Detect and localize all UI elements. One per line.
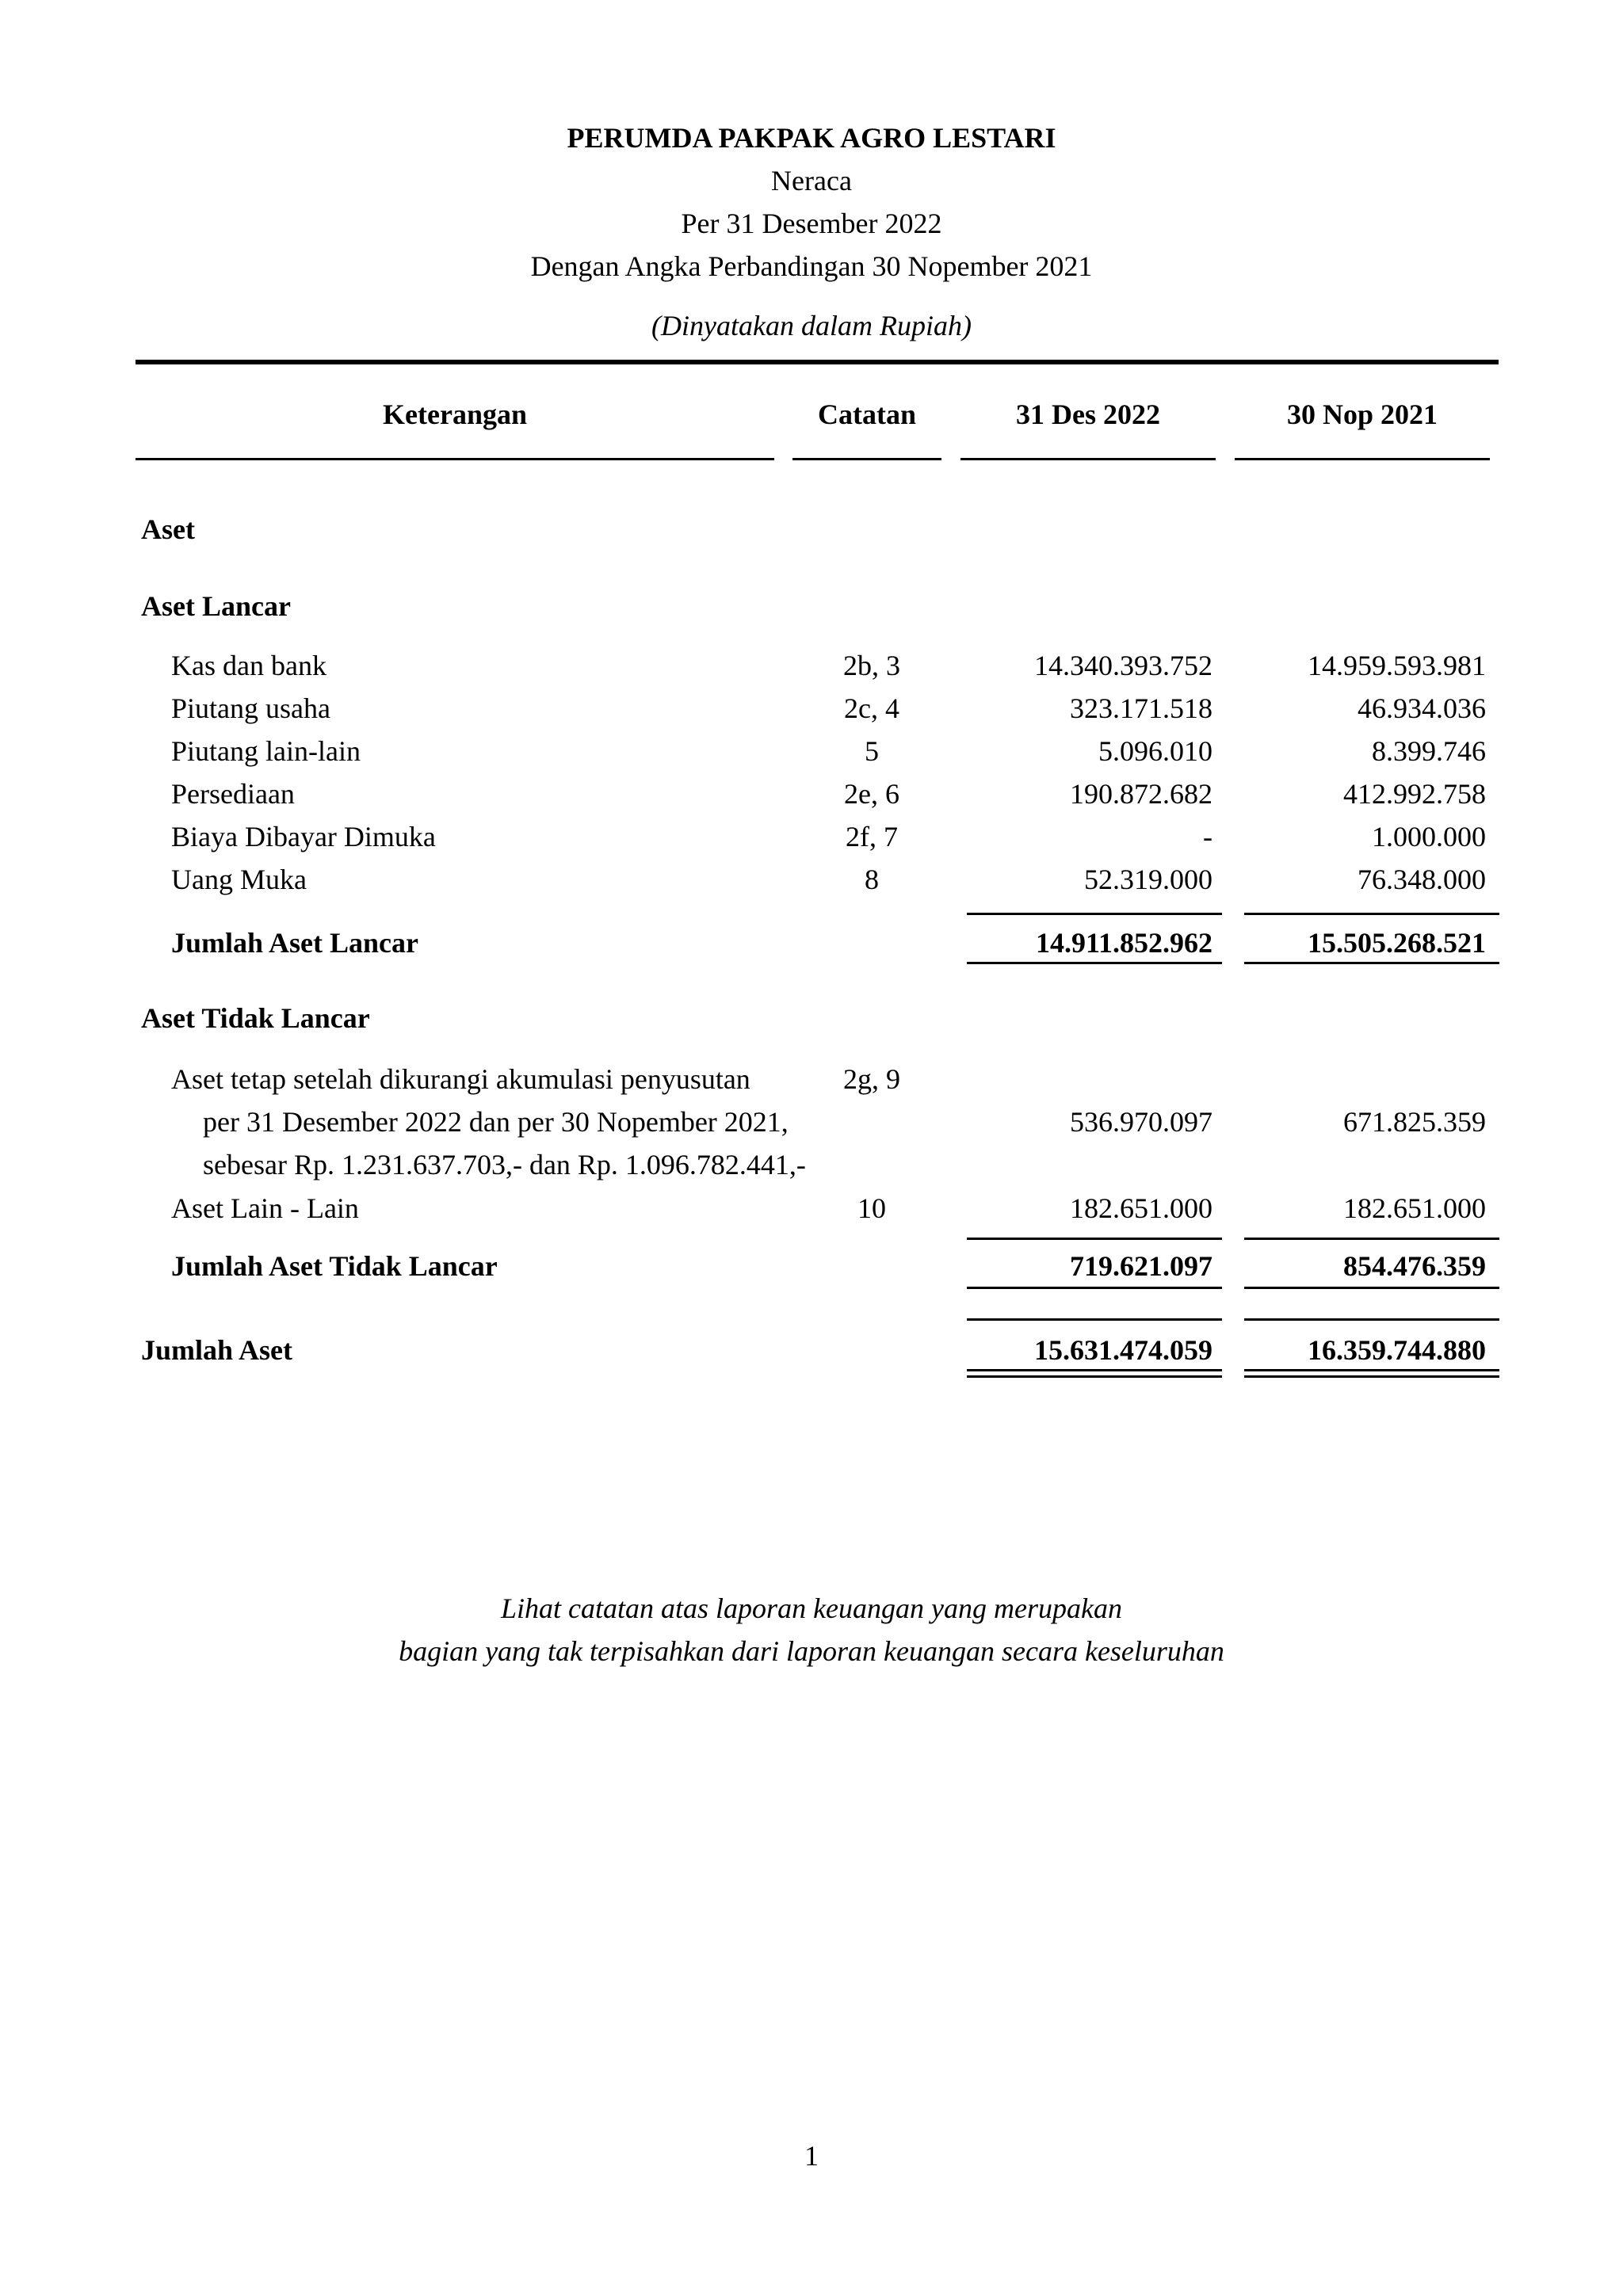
page-number: 1 xyxy=(804,2140,819,2172)
total-current-assets-prior: 15.505.268.521 xyxy=(1308,927,1486,959)
subtotal2-underline-prior xyxy=(1244,1287,1499,1289)
row-value-prior: 412.992.758 xyxy=(1343,778,1486,810)
top-rule xyxy=(136,360,1499,364)
company-name: PERUMDA PAKPAK AGRO LESTARI xyxy=(567,122,1056,154)
row-value-current: 190.872.682 xyxy=(1070,778,1212,810)
total-rule-current xyxy=(967,1318,1222,1321)
row-value-prior: 46.934.036 xyxy=(1358,692,1486,724)
row-value-current: 52.319.000 xyxy=(1084,864,1212,895)
total-rule-prior xyxy=(1244,1318,1499,1321)
row-note: 5 xyxy=(865,735,879,767)
header-underline-note xyxy=(792,458,941,460)
currency-note: (Dinyatakan dalam Rupiah) xyxy=(651,310,972,341)
comparison-period: Dengan Angka Perbandingan 30 Nopember 2021 xyxy=(530,250,1093,282)
total-non-current-assets-label: Jumlah Aset Tidak Lancar xyxy=(171,1250,498,1282)
total-current-assets-label: Jumlah Aset Lancar xyxy=(171,927,419,959)
fixed-assets-label-line1: Aset tetap setelah dikurangi akumulasi penyusutan xyxy=(171,1063,750,1095)
section-current-assets: Aset Lancar xyxy=(141,590,291,622)
section-non-current-assets: Aset Tidak Lancar xyxy=(141,1002,370,1034)
row-label: Biaya Dibayar Dimuka xyxy=(171,821,436,852)
total-double-underline-1-prior xyxy=(1244,1369,1499,1371)
other-assets-label: Aset Lain - Lain xyxy=(171,1192,359,1224)
row-value-current: - xyxy=(1203,821,1212,852)
row-note: 2f, 7 xyxy=(846,821,898,852)
total-non-current-assets-prior: 854.476.359 xyxy=(1343,1250,1486,1282)
row-label: Kas dan bank xyxy=(171,650,327,681)
row-value-prior: 14.959.593.981 xyxy=(1308,650,1486,681)
total-assets-prior: 16.359.744.880 xyxy=(1308,1334,1486,1366)
footer-note-line1: Lihat catatan atas laporan keuangan yang merupakan xyxy=(501,1592,1122,1624)
subtotal-rule-prior xyxy=(1244,913,1499,915)
subtotal-rule-current xyxy=(967,913,1222,915)
subtotal2-rule-current xyxy=(967,1238,1222,1240)
total-current-assets-current: 14.911.852.962 xyxy=(1035,927,1212,959)
fixed-assets-note: 2g, 9 xyxy=(843,1063,900,1095)
fixed-assets-label-line2: per 31 Desember 2022 dan per 30 Nopember 2021, xyxy=(203,1106,789,1138)
subtotal-underline-current xyxy=(967,962,1222,964)
row-value-current: 14.340.393.752 xyxy=(1034,650,1212,681)
row-value-prior: 8.399.746 xyxy=(1372,735,1486,767)
subtotal-underline-prior xyxy=(1244,962,1499,964)
row-note: 8 xyxy=(865,864,879,895)
total-assets-label: Jumlah Aset xyxy=(141,1334,293,1366)
header-underline-prior xyxy=(1235,458,1490,460)
row-value-current: 5.096.010 xyxy=(1098,735,1212,767)
fixed-assets-current: 536.970.097 xyxy=(1070,1106,1212,1138)
other-assets-note: 10 xyxy=(857,1192,886,1224)
total-double-underline-1-current xyxy=(967,1369,1222,1371)
row-note: 2b, 3 xyxy=(843,650,900,681)
column-header-description: Keterangan xyxy=(383,399,527,430)
section-assets: Aset xyxy=(141,513,195,545)
column-header-note: Catatan xyxy=(818,399,916,430)
fixed-assets-prior: 671.825.359 xyxy=(1343,1106,1486,1138)
row-label: Piutang usaha xyxy=(171,692,330,724)
other-assets-prior: 182.651.000 xyxy=(1343,1192,1486,1224)
total-double-underline-2-current xyxy=(967,1375,1222,1378)
other-assets-current: 182.651.000 xyxy=(1070,1192,1212,1224)
total-assets-current: 15.631.474.059 xyxy=(1034,1334,1212,1366)
subtotal2-underline-current xyxy=(967,1287,1222,1289)
row-value-current: 323.171.518 xyxy=(1070,692,1212,724)
subtotal2-rule-prior xyxy=(1244,1238,1499,1240)
column-header-prior: 30 Nop 2021 xyxy=(1286,399,1438,430)
statement-title: Neraca xyxy=(771,165,852,196)
row-note: 2e, 6 xyxy=(844,778,899,810)
fixed-assets-label-line3: sebesar Rp. 1.231.637.703,- dan Rp. 1.096.782.441,- xyxy=(203,1149,806,1180)
column-header-current: 31 Des 2022 xyxy=(1016,399,1160,430)
row-label: Uang Muka xyxy=(171,864,307,895)
row-value-prior: 1.000.000 xyxy=(1372,821,1486,852)
row-note: 2c, 4 xyxy=(844,692,899,724)
total-double-underline-2-prior xyxy=(1244,1375,1499,1378)
header-underline-current xyxy=(960,458,1216,460)
row-value-prior: 76.348.000 xyxy=(1358,864,1486,895)
total-non-current-assets-current: 719.621.097 xyxy=(1070,1250,1212,1282)
footer-note-line2: bagian yang tak terpisahkan dari laporan keuangan secara keseluruhan xyxy=(399,1635,1224,1667)
statement-period: Per 31 Desember 2022 xyxy=(681,208,942,239)
row-label: Persediaan xyxy=(171,778,295,810)
header-underline-description xyxy=(136,458,774,460)
row-label: Piutang lain-lain xyxy=(171,735,361,767)
